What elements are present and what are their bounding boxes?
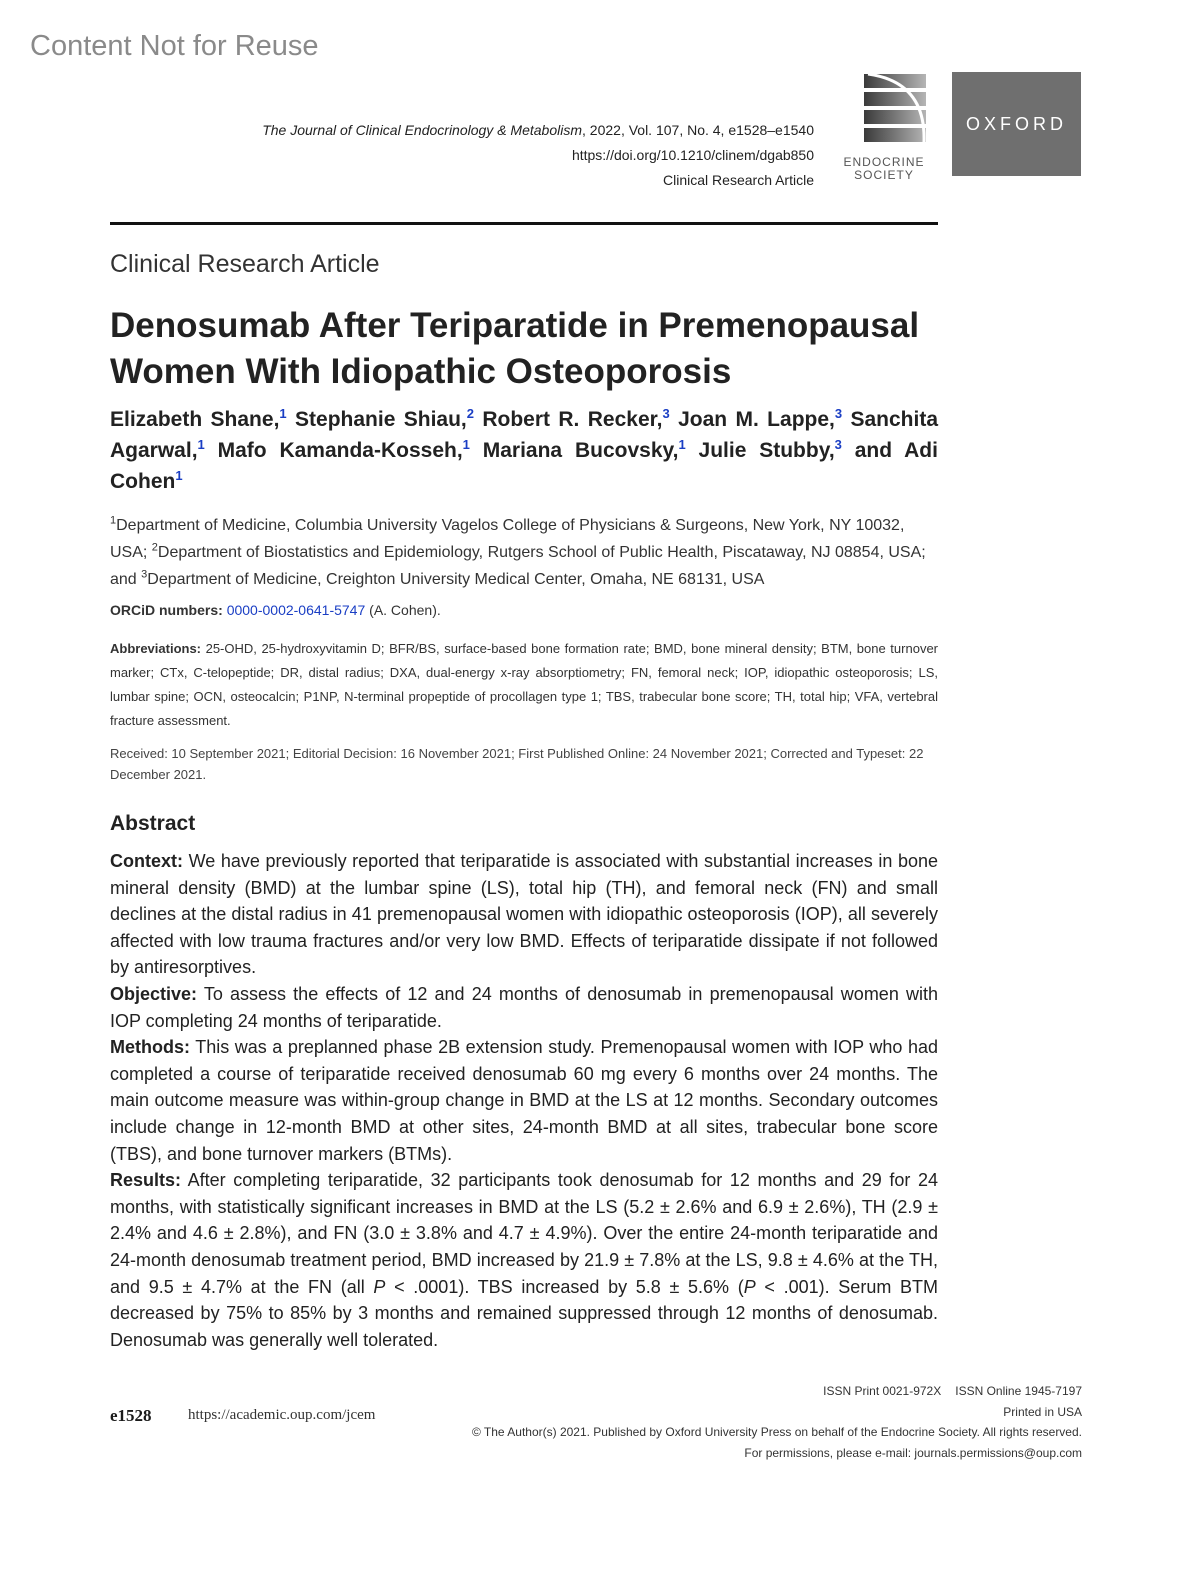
oxford-logo: OXFORD	[952, 72, 1081, 176]
affiliation-link[interactable]: 1	[678, 437, 686, 452]
journal-name: The Journal of Clinical Endocrinology & Metabolism	[262, 122, 583, 138]
context-label: Context:	[110, 851, 183, 871]
results-text: After completing teriparatide, 32 participants took denosumab for 12 months and 29 for 24 months, with statistically significant increases in BMD at the LS (5.2 ± 2.6% and 6.9 ± 2.6%), TH (2.9 ± 2.4% and 4.6 ± 2.8%), and FN (3.0 ± 3.8% and 4.7 ± 4.9%). Over the entire 24-month teriparatide and 24-month denosumab treatment period, BMD increased by 21.9 ± 7.8% at the LS, 9.8 ± 4.6% at the TH, and 9.5 ± 4.7% at the FN (all	[110, 1170, 938, 1297]
affiliation-number: 2	[151, 541, 158, 554]
permissions: For permissions, please e-mail: journals.permissions@oup.com	[744, 1445, 1082, 1460]
author-name: Mafo Kamanda-Kosseh,	[217, 439, 463, 462]
methods-text: This was a preplanned phase 2B extension study. Premenopausal women with IOP who had completed a course of teriparatide received denosumab 60 mg every 6 months over 24 months. The main outcome measure was within-group change in BMD at the LS at 12 months. Secondary outcomes include change in 12-month BMD at other sites, 24-month BMD at all sites, trabecular bone score (TBS), and bone turnover markers (BTMs).	[110, 1037, 938, 1164]
received-dates: Received: 10 September 2021; Editorial Decision: 16 November 2021; First Published Online: 24 November 2021; Corrected and Typeset: 22 December 2021.	[110, 746, 924, 782]
orcid-label: ORCiD numbers:	[110, 602, 223, 618]
methods-label: Methods:	[110, 1037, 190, 1058]
citation-details: , 2022, Vol. 107, No. 4, e1528–e1540	[582, 122, 814, 138]
author-name: Elizabeth Shane,	[110, 408, 280, 431]
orcid-link[interactable]: 0000-0002-0641-5747	[226, 602, 366, 618]
results-label: Results:	[110, 1170, 182, 1191]
affiliation-number: 3	[141, 568, 148, 581]
author-name: Robert R. Recker,	[482, 408, 663, 431]
orcid-line	[110, 602, 441, 618]
abstract-objective	[110, 981, 938, 1034]
affiliation-link[interactable]: 3	[662, 406, 670, 421]
author-name: Mariana Bucovsky,	[482, 439, 679, 462]
endocrine-society-wordmark: ENDOCRINE SOCIETY	[843, 155, 925, 182]
printed-in: Printed in USA	[1003, 1404, 1082, 1419]
header-divider	[110, 222, 938, 225]
affiliation-link[interactable]: 3	[834, 406, 843, 421]
author-name: Julie Stubby,	[698, 439, 835, 462]
endocrine-society-emblem-icon	[838, 72, 930, 154]
affiliation-link[interactable]: 1	[175, 468, 183, 483]
article-type-heading: Clinical Research Article	[110, 250, 380, 278]
affiliation-link[interactable]: 1	[462, 437, 470, 452]
issn-line	[472, 1381, 1082, 1402]
results-text: < .0001). TBS increased by 5.8 ± 5.6% (	[385, 1276, 744, 1297]
endocrine-society-logo	[838, 72, 930, 184]
footer-publication-info	[472, 1381, 1082, 1463]
author-name: Joan M. Lappe,	[678, 408, 835, 431]
affiliation-link[interactable]: 1	[197, 437, 205, 452]
page-number: e1528	[110, 1406, 152, 1425]
objective-label: Objective:	[110, 983, 198, 1004]
abbreviations	[110, 637, 938, 733]
p-symbol: P	[743, 1276, 756, 1297]
author-name: and Adi Cohen	[110, 439, 938, 493]
abstract-results	[110, 1167, 938, 1353]
abbreviations-text: 25-OHD, 25-hydroxyvitamin D; BFR/BS, surface-based bone formation rate; BMD, bone mineral density; BTM, bone turnover marker; CTx, C-telopeptide; DR, distal radius; DXA, dual-energy x-ray absorptiometry; FN, femoral neck; IOP, idiopathic osteoporosis; LS, lumbar spine; OCN, osteocalcin; P1NP, N-terminal propeptide of procollagen type 1; TBS, trabecular bone score; TH, total hip; VFA, vertebral fracture assessment.	[110, 641, 938, 728]
author-name: Sanchita Agarwal,	[110, 408, 938, 462]
context-text: We have previously reported that teriparatide is associated with substantial increases in bone mineral density (BMD) at the lumbar spine (LS), total hip (TH), and femoral neck (FN) and small declines at the distal radius in 41 premenopausal women with idiopathic osteoporosis (IOP), all severely affected with low trauma fractures and/or very low BMD. Effects of teriparatide dissipate if not followed by antiresorptives.	[110, 851, 938, 978]
article-title: Denosumab After Teriparatide in Premenopausal Women With Idiopathic Osteoporosis	[110, 306, 920, 391]
abstract-heading: Abstract	[110, 812, 196, 835]
p-symbol: P	[373, 1276, 386, 1297]
copyright: © The Author(s) 2021. Published by Oxford University Press on behalf of the Endocrine Society. All rights reserved.	[471, 1425, 1082, 1439]
journal-url[interactable]: https://academic.oup.com/jcem	[188, 1407, 376, 1423]
issn-online: ISSN Online 1945-7197	[955, 1384, 1082, 1398]
journal-citation	[262, 118, 814, 143]
affiliation-text: Department of Biostatistics and Epidemiology, Rutgers School of Public Health, Piscataway, NJ 08854, USA; and	[110, 544, 926, 588]
affiliation-link[interactable]: 1	[279, 406, 287, 421]
doi-link[interactable]: https://doi.org/10.1210/clinem/dgab850	[571, 147, 814, 163]
affiliations	[110, 512, 938, 593]
abstract-methods	[110, 1034, 938, 1167]
orcid-owner: (A. Cohen).	[365, 602, 441, 618]
abbreviations-label: Abbreviations:	[110, 641, 202, 656]
issn-print: ISSN Print 0021-972X	[823, 1384, 942, 1398]
author-list	[110, 404, 938, 497]
abstract-body	[110, 848, 938, 1353]
affiliation-link[interactable]: 2	[466, 406, 474, 421]
author-name: Stephanie Shiau,	[295, 408, 467, 431]
affiliation-number: 1	[110, 514, 117, 527]
abstract-context	[110, 848, 938, 981]
objective-text: To assess the effects of 12 and 24 months of denosumab in premenopausal women with IOP completing 24 months of teriparatide.	[110, 983, 938, 1031]
affiliation-link[interactable]: 3	[834, 437, 842, 452]
affiliation-text: Department of Medicine, Creighton University Medical Center, Omaha, NE 68131, USA	[147, 571, 765, 588]
affiliation-text: Department of Medicine, Columbia University Vagelos College of Physicians & Surgeons, New York, NY 10032, USA;	[110, 517, 905, 561]
watermark: Content Not for Reuse	[30, 30, 319, 62]
journal-header	[262, 118, 814, 193]
header-article-type: Clinical Research Article	[663, 172, 814, 188]
results-text: < .001). Serum BTM decreased by 75% to 85% by 3 months and remained suppressed through 12 months of denosumab. Denosumab was generally well tolerated.	[110, 1276, 938, 1350]
